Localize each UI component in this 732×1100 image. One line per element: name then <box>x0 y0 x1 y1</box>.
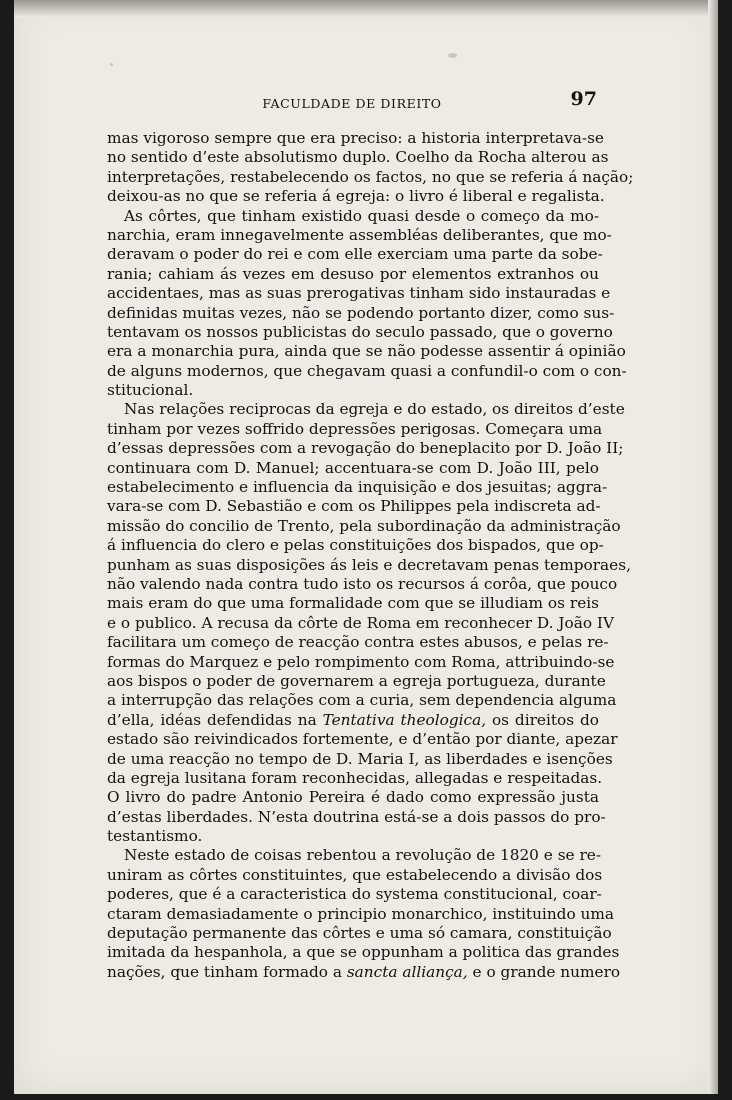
ink-speck <box>110 63 113 66</box>
text-line: testantismo. <box>107 827 203 846</box>
text-line: vara-se com D. Sebastião e com os Philippes pela indiscreta ad- <box>107 497 601 516</box>
text-line: deravam o poder do rei e com elle exerciam uma parte da sobe- <box>107 245 603 264</box>
text-line: facilitara um começo de reacção contra estes abusos, e pelas re- <box>107 633 609 652</box>
text-line: poderes, que é a caracteristica do systema constitucional, coar- <box>107 885 602 904</box>
text-line: estabelecimento e influencia da inquisição e dos jesuitas; aggra- <box>107 478 608 497</box>
text-line: de uma reacção no tempo de D. Maria I, as liberdades e isenções <box>107 749 613 768</box>
text-line: tinham por vezes soffrido depressões perigosas. Começara uma <box>107 419 603 438</box>
text-line: da egreja lusitana foram reconhecidas, allegadas e respeitadas. <box>107 768 603 787</box>
text-line: narchia, eram innegavelmente assembléas deliberantes, que mo- <box>107 225 612 244</box>
text-line: aos bispos o poder de governarem a egreja portugueza, durante <box>107 671 606 690</box>
text-line: rania; cahiam ás vezes em desuso por elementos extranhos ou <box>107 264 599 283</box>
text-line: continuara com D. Manuel; accentuara-se com D. João III, pelo <box>107 458 599 477</box>
text-line: uniram as côrtes constituintes, que estabelecendo a divisão dos <box>107 865 603 884</box>
text-line <box>107 711 599 730</box>
text-segment: os direitos do <box>486 710 599 729</box>
text-line: estado são reivindicados fortemente, e d’então por diante, apezar <box>107 730 618 749</box>
text-line: não valendo nada contra tudo isto os recursos á corôa, que pouco <box>107 574 618 593</box>
text-line: formas do Marquez e pelo rompimento com Roma, attribuindo-se <box>107 652 615 671</box>
text-line: missão do concilio de Trento, pela subordinação da administração <box>107 516 621 535</box>
body-text <box>107 129 634 982</box>
ink-speck <box>448 53 457 58</box>
book-page <box>14 0 718 1094</box>
text-line: era a monarchia pura, ainda que se não podesse assentir á opinião <box>107 342 626 361</box>
text-line: stitucional. <box>107 381 194 400</box>
text-line: deixou-as no que se referia á egreja: o livro é liberal e regalista. <box>107 187 605 206</box>
text-line: mas vigoroso sempre que era preciso: a historia interpretava-se <box>107 129 604 147</box>
text-line <box>107 962 621 982</box>
text-line: imitada da hespanhola, a que se oppunham a politica das grandes <box>107 943 620 962</box>
text-segment: nações, que tinham formado a <box>107 962 347 981</box>
text-line: de alguns modernos, que chegavam quasi a confundil-o com o con- <box>107 361 627 380</box>
text-line: definidas muitas vezes, não se podendo portanto dizer, como sus- <box>107 303 615 322</box>
italic-title: Tentativa theologica, <box>322 710 487 729</box>
text-line: a interrupção das relações com a curia, sem dependencia alguma <box>107 691 617 710</box>
page-header <box>107 88 597 116</box>
text-line: punham as suas disposições ás leis e decretavam penas temporaes, <box>107 555 631 574</box>
italic-title: sancta alliança, <box>346 962 468 981</box>
running-title: FACULDADE DE DIREITO <box>262 96 442 111</box>
text-segment: e o grande numero <box>467 962 621 981</box>
text-line: á influencia do clero e pelas constituições dos bispados, que op- <box>107 536 604 555</box>
text-line: tentavam os nossos publicistas do seculo passado, que o governo <box>107 322 613 341</box>
text-line: e o publico. A recusa da côrte de Roma em reconhecer D. João IV <box>107 613 614 632</box>
text-line: deputação permanente das côrtes e uma só camara, constituição <box>107 924 612 943</box>
text-line: d’estas liberdades. N’esta doutrina está-se a dois passos do pro- <box>107 807 606 826</box>
text-line: Nas relações reciprocas da egreja e do estado, os direitos d’este <box>124 400 625 419</box>
text-line: d’essas depressões com a revogação do beneplacito por D. João II; <box>107 439 624 458</box>
text-line: ctaram demasiadamente o principio monarchico, instituindo uma <box>107 904 615 923</box>
text-line: interpretações, restabelecendo os factos, no que se referia á nação; <box>107 167 634 186</box>
text-line: Neste estado de coisas rebentou a revolução de 1820 e se re- <box>124 846 601 865</box>
text-line: As côrtes, que tinham existido quasi desde o começo da mo- <box>124 206 599 225</box>
text-line: no sentido d’este absolutismo duplo. Coelho da Rocha alterou as <box>107 148 609 167</box>
page-number: 97 <box>570 88 597 110</box>
text-segment: d’ella, idéas defendidas na <box>107 710 323 729</box>
text-line: accidentaes, mas as suas prerogativas tinham sido instauradas e <box>107 284 611 303</box>
text-line: mais eram do que uma formalidade com que se illudiam os reis <box>107 594 599 613</box>
text-line: O livro do padre Antonio Pereira é dado como expressão justa <box>107 788 599 807</box>
